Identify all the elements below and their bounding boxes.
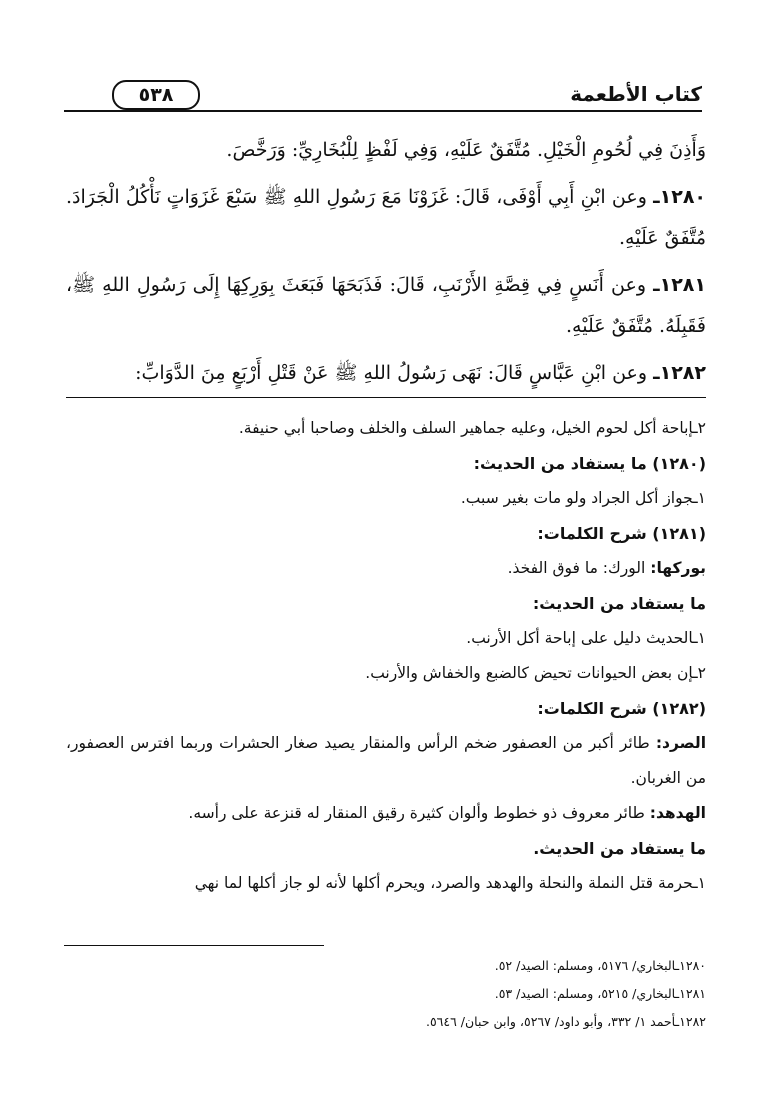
commentary-point: ٢ـإن بعض الحيوانات تحيض كالضبع والخفاش والأرنب. <box>365 664 706 682</box>
word-definition <box>66 726 706 796</box>
footnote: ١٢٨٢ـأحمد ١/ ٣٣٢، وأبو داود/ ٥٢٦٧، وابن حبان/ ٥٦٤٦. <box>425 1014 706 1029</box>
benefits-heading-1280: (١٢٨٠) ما يستفاد من الحديث: <box>473 454 706 473</box>
hadith-body: وعن ابْنِ عَبَّاسٍ قَالَ: نَهَى رَسُولُ اللهِ ﷺ عَنْ قَتْلِ أَرْبَعٍ مِنَ الدَّوَابِّ: <box>135 362 648 384</box>
defined-term: بوركها: <box>650 559 706 577</box>
term-meaning: طائر معروف ذو خطوط وألوان كثيرة رقيق المنقار له قنزعة على رأسه. <box>188 804 645 822</box>
footnotes <box>66 952 706 1036</box>
commentary <box>66 411 706 901</box>
word-definition <box>66 796 706 831</box>
words-heading-1281: (١٢٨١) شرح الكلمات: <box>537 524 706 543</box>
header-rule <box>64 110 702 112</box>
hadith-continuation <box>66 130 706 171</box>
defined-term: الصرد: <box>655 734 707 752</box>
hadith-number: ١٢٨٠ـ <box>653 186 707 208</box>
term-meaning: الورك: ما فوق الفخذ. <box>507 559 646 577</box>
footnote: ١٢٨١ـالبخاري/ ٥٢١٥، ومسلم: الصيد/ ٥٣. <box>494 986 706 1001</box>
hadith-number: ١٢٨٢ـ <box>653 362 706 384</box>
hadith-1280 <box>66 177 706 259</box>
commentary-point: ٢ـإباحة أكل لحوم الخيل، وعليه جماهير السلف والخلف وصاحبا أبي حنيفة. <box>238 419 706 437</box>
word-definition <box>66 551 706 586</box>
commentary-point: ١ـالحديث دليل على إباحة أكل الأرنب. <box>466 629 706 647</box>
hadith-body: وَأَذِنَ فِي لُحُومِ الْخَيْلِ. مُتَّفَقٌ عَلَيْهِ، وَفِي لَفْظٍ لِلْبُخَارِيِّ: وَرَخَّصَ. <box>226 139 706 161</box>
section-divider <box>66 397 706 398</box>
hadith-text <box>66 130 706 394</box>
commentary-point: ١ـجواز أكل الجراد ولو مات بغير سبب. <box>460 489 706 507</box>
hadith-1281 <box>66 265 706 347</box>
commentary-point: ١ـحرمة قتل النملة والنحلة والهدهد والصرد، ويحرم أكلها لأنه لو جاز أكلها لما نهي <box>194 874 706 892</box>
hadith-body: وعن ابْنِ أَبِي أَوْفَى، قَالَ: غَزَوْنَا مَعَ رَسُولِ اللهِ ﷺ سَبْعَ غَزَوَاتٍ نَأْكُلُ الْجَرَادَ. مُتَّفَقٌ عَلَيْهِ. <box>66 186 706 249</box>
hadith-body: وعن أَنَسٍ فِي قِصَّةِ الأَرْنَبِ، قَالَ: فَذَبَحَهَا فَبَعَثَ بِوَرِكِهَا إِلَى رَسُولِ اللهِ ﷺ، فَقَبِلَهُ. مُتَّفَقٌ عَلَيْهِ. <box>66 274 706 337</box>
hadith-number: ١٢٨١ـ <box>653 274 706 296</box>
words-heading-1282: (١٢٨٢) شرح الكلمات: <box>537 699 706 718</box>
footnote: ١٢٨٠ـالبخاري/ ٥١٧٦، ومسلم: الصيد/ ٥٢. <box>494 958 706 973</box>
page-header <box>64 78 702 114</box>
term-meaning: طائر أكبر من العصفور ضخم الرأس والمنقار يصيد صغار الحشرات وربما افترس العصفور، من الغربان. <box>66 734 706 787</box>
benefits-heading-1282: ما يستفاد من الحديث. <box>533 839 706 858</box>
defined-term: الهدهد: <box>649 804 706 822</box>
hadith-1282 <box>66 353 706 394</box>
page-number: ٥٣٨ <box>112 80 200 110</box>
benefits-heading-1281: ما يستفاد من الحديث: <box>532 594 706 613</box>
book-title: كتاب الأطعمة <box>570 82 702 106</box>
footnote-rule <box>64 945 324 946</box>
